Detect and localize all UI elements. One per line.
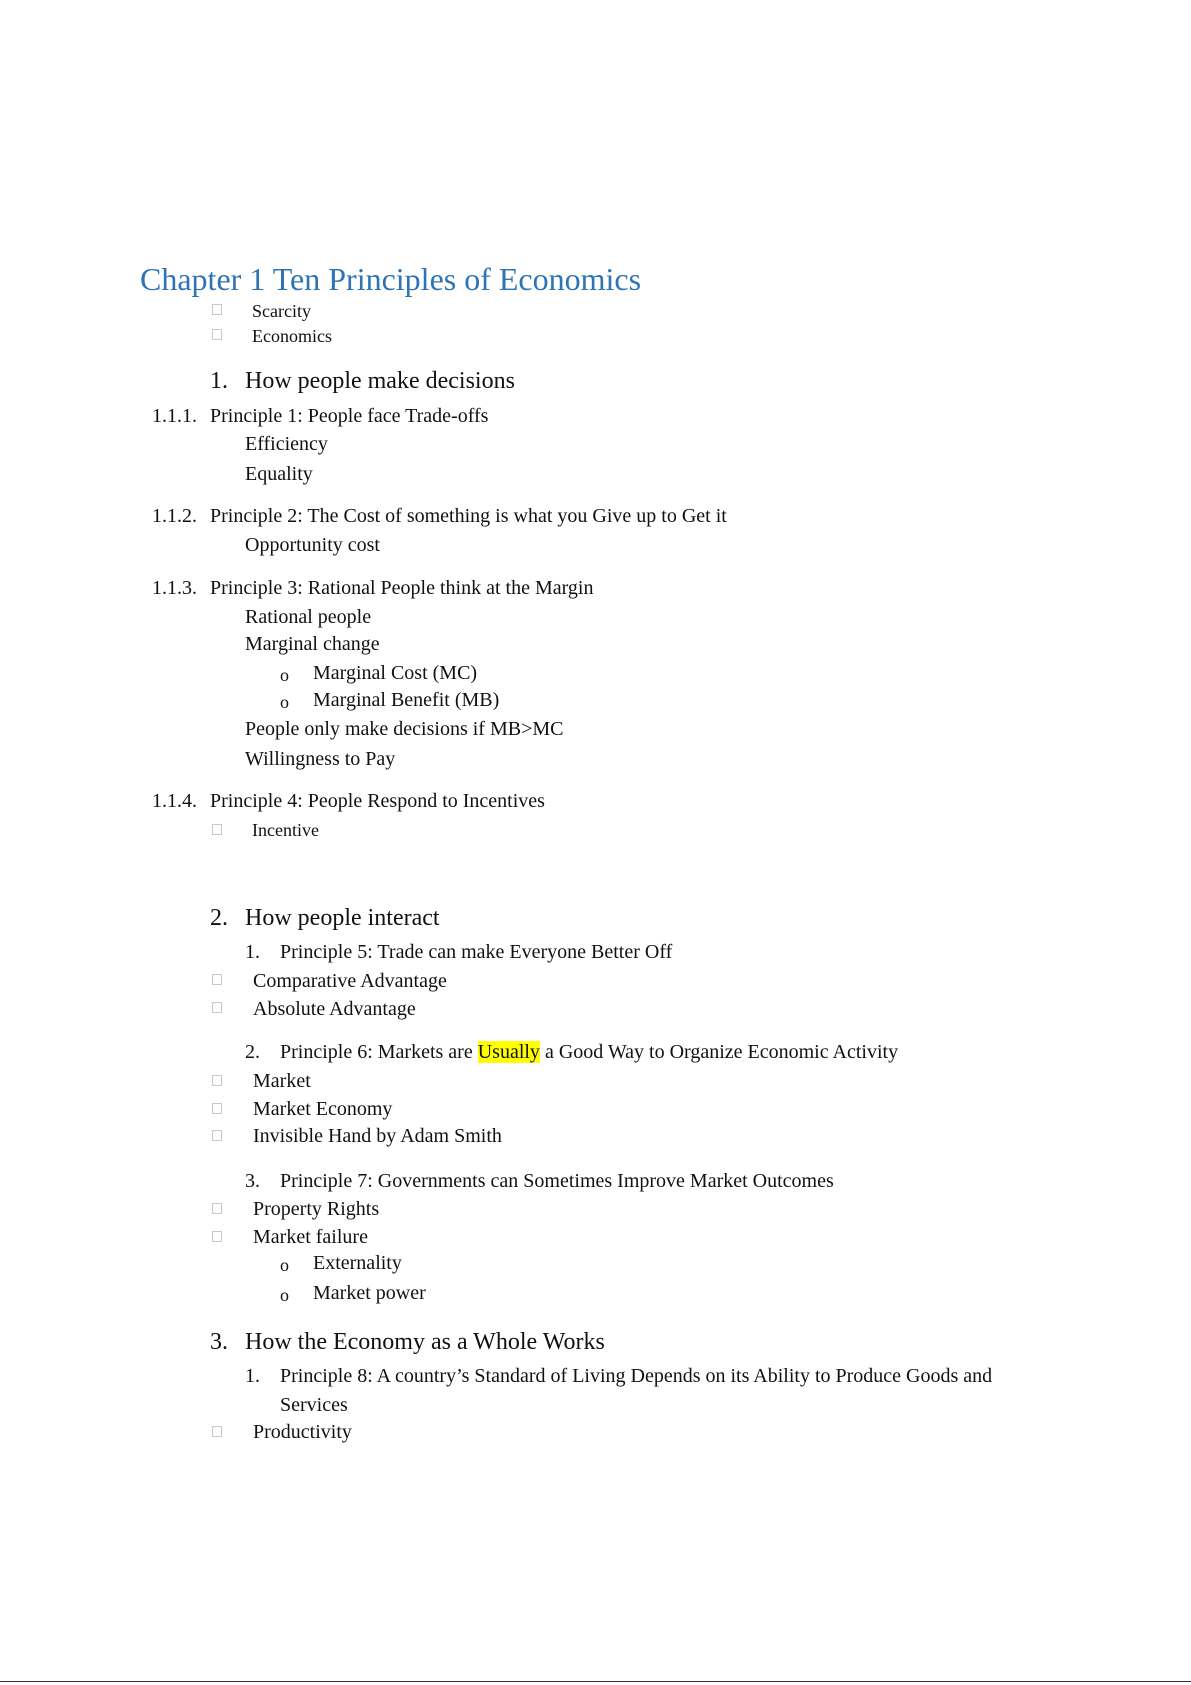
bullet-box-icon (212, 1103, 222, 1114)
list-item-efficiency: Efficiency (245, 433, 328, 455)
principle-3-title: Principle 3: Rational People think at the Margin (210, 577, 594, 599)
section-2-number: 2. (210, 905, 228, 931)
sub-bullet-marker: o (280, 692, 289, 712)
bullet-incentive: Incentive (252, 820, 319, 840)
principle-8-title-line-1: Principle 8: A country’s Standard of Living Depends on its Ability to Produce Goods and (280, 1365, 993, 1387)
list-item-mb-mc-rule: People only make decisions if MB>MC (245, 718, 564, 740)
principle-8-number: 1. (245, 1365, 260, 1387)
principle-4-title: Principle 4: People Respond to Incentives (210, 790, 545, 812)
principle-1-number: 1.1.1. (152, 405, 197, 427)
sub-item-marginal-cost: Marginal Cost (MC) (313, 662, 478, 684)
sub-item-marginal-benefit: Marginal Benefit (MB) (313, 689, 500, 711)
principle-6-title-end: a Good Way to Organize Economic Activity (539, 1041, 899, 1063)
principle-5-number: 1. (245, 941, 260, 963)
bullet-box-icon (212, 1130, 222, 1141)
principle-6-number: 2. (245, 1041, 260, 1063)
intro-bullet-economics: Economics (252, 326, 332, 346)
sub-bullet-marker: o (280, 665, 289, 685)
bullet-box-icon (212, 1002, 222, 1013)
principle-8-title-line-2: Services (280, 1394, 348, 1416)
section-1-number: 1. (210, 368, 228, 394)
principle-1-title: Principle 1: People face Trade-offs (210, 405, 489, 427)
list-item-marginal-change: Marginal change (245, 633, 380, 655)
bullet-comparative-advantage: Comparative Advantage (253, 970, 447, 992)
bullet-property-rights: Property Rights (253, 1198, 380, 1220)
principle-6-title-start: Principle 6: Markets are (280, 1041, 478, 1063)
bullet-box-icon (212, 1426, 222, 1437)
bullet-box-icon (212, 824, 222, 835)
highlighted-word: Usually (477, 1041, 540, 1063)
principle-5-title: Principle 5: Trade can make Everyone Better Off (280, 941, 673, 963)
bullet-box-icon (212, 329, 222, 340)
bullet-productivity: Productivity (253, 1421, 352, 1443)
section-3-title: How the Economy as a Whole Works (245, 1329, 605, 1355)
sub-item-market-power: Market power (313, 1282, 426, 1304)
principle-7-title: Principle 7: Governments can Sometimes Improve Market Outcomes (280, 1170, 834, 1192)
page-bottom-rule (0, 1681, 1191, 1682)
principle-6-title (280, 1042, 898, 1062)
principle-7-number: 3. (245, 1170, 260, 1192)
section-1-title: How people make decisions (245, 368, 515, 394)
bullet-market: Market (253, 1070, 311, 1092)
principle-4-number: 1.1.4. (152, 790, 197, 812)
list-item-opportunity-cost: Opportunity cost (245, 534, 380, 556)
bullet-box-icon (212, 1231, 222, 1242)
section-3-number: 3. (210, 1329, 228, 1355)
intro-bullet-scarcity: Scarcity (252, 301, 311, 321)
sub-item-externality: Externality (313, 1252, 402, 1274)
bullet-box-icon (212, 1203, 222, 1214)
list-item-equality: Equality (245, 463, 313, 485)
section-2-heading (210, 906, 910, 934)
section-3-heading (210, 1330, 910, 1358)
chapter-title: Chapter 1 Ten Principles of Economics (140, 261, 642, 297)
bullet-market-failure: Market failure (253, 1226, 368, 1248)
list-item-rational-people: Rational people (245, 606, 372, 628)
bullet-invisible-hand: Invisible Hand by Adam Smith (253, 1125, 502, 1147)
section-2-title: How people interact (245, 905, 440, 931)
principle-2-number: 1.1.2. (152, 505, 197, 527)
bullet-box-icon (212, 1075, 222, 1086)
section-1-heading (210, 369, 910, 397)
principle-3-number: 1.1.3. (152, 577, 197, 599)
bullet-market-economy: Market Economy (253, 1098, 393, 1120)
bullet-absolute-advantage: Absolute Advantage (253, 998, 416, 1020)
principle-2-title: Principle 2: The Cost of something is what you Give up to Get it (210, 505, 727, 527)
bullet-box-icon (212, 974, 222, 985)
sub-bullet-marker: o (280, 1255, 289, 1275)
bullet-box-icon (212, 304, 222, 315)
sub-bullet-marker: o (280, 1285, 289, 1305)
list-item-willingness-to-pay: Willingness to Pay (245, 748, 396, 770)
